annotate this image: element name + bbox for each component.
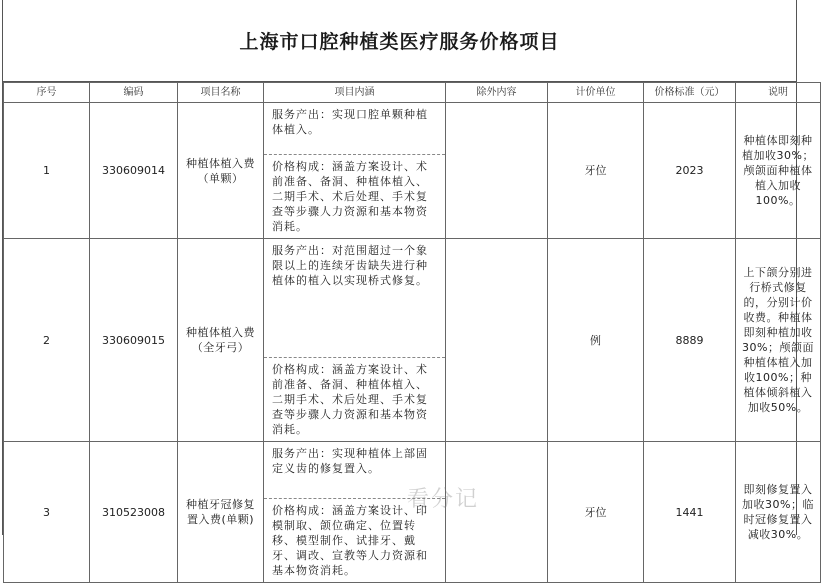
price-table: [3, 82, 821, 583]
document-frame: [2, 0, 814, 577]
row-note-text: 种植体即刻种植加收30%；颅颌面种植体植入加收100%。: [742, 134, 814, 207]
watermark: 看分记: [407, 487, 480, 512]
table-header-row: [4, 83, 821, 103]
header-code: 编码: [90, 83, 178, 103]
row-name-text: 种植体植入费（单颗）: [186, 156, 255, 185]
row-unit: 牙位: [548, 103, 644, 239]
header-name: 项目名称: [178, 83, 264, 103]
header-price: 价格标准（元）: [644, 83, 736, 103]
row-no: 3: [4, 442, 90, 583]
row-name-text: 种植牙冠修复置入费(单颗): [186, 498, 255, 526]
header-unit: 计价单位: [548, 83, 644, 103]
row-no: 1: [4, 103, 90, 239]
content-cost: 价格构成：涵盖方案设计、术前准备、备洞、种植体植入、二期手术、术后处理、手术复查等步骤人力资源和基本物资消耗。: [272, 160, 428, 233]
row-name: [178, 103, 264, 239]
content-cost: 价格构成：涵盖方案设计、术前准备、备洞、种植体植入、二期手术、术后处理、手术复查等步骤人力资源和基本物资消耗。: [272, 363, 428, 436]
row-price: 1441: [644, 442, 736, 583]
row-note: [736, 442, 821, 583]
row-price: 2023: [644, 103, 736, 239]
row-note-text: 上下颌分别进行桥式修复的，分别计价收费。种植体即刻种植加收30%；颅颌面种植体植入加收100%；种植体倾斜植入加收50%。: [742, 266, 814, 414]
row-unit: 牙位: [548, 442, 644, 583]
row-name-text: 种植体植入费（全牙弓）: [186, 326, 255, 354]
row-note: [736, 239, 821, 442]
row-excluded: [446, 442, 548, 583]
row-content: [264, 442, 446, 583]
row-note: [736, 103, 821, 239]
row-code: 310523008: [90, 442, 178, 583]
row-unit: 例: [548, 239, 644, 442]
content-output: 服务产出：实现种植体上部固定义齿的修复置入。: [264, 442, 445, 499]
row-code: 330609014: [90, 103, 178, 239]
table-row: [4, 442, 821, 583]
header-excluded: 除外内容: [446, 83, 548, 103]
content-cost: 价格构成：涵盖方案设计、印模制取、颌位确定、位置转移、模型制作、试排牙、戴牙、调改、宣教等人力资源和基本物资消耗。: [272, 504, 428, 577]
content-output: 服务产出：实现口腔单颗种植体植入。: [264, 103, 445, 155]
header-content: 项目内涵: [264, 83, 446, 103]
row-code: 330609015: [90, 239, 178, 442]
header-no: 序号: [4, 83, 90, 103]
row-content: [264, 103, 446, 239]
header-note: 说明: [736, 83, 821, 103]
content-output: 服务产出：对范围超过一个象限以上的连续牙齿缺失进行种植体的植入以实现桥式修复。: [264, 239, 445, 358]
row-excluded: [446, 239, 548, 442]
row-name: [178, 239, 264, 442]
row-name: [178, 442, 264, 583]
page-title: 上海市口腔种植类医疗服务价格项目: [3, 0, 796, 82]
row-price: 8889: [644, 239, 736, 442]
table-row: [4, 239, 821, 442]
row-no: 2: [4, 239, 90, 442]
row-note-text: 即刻修复置入加收30%；临时冠修复置入减收30%。: [742, 483, 814, 541]
row-excluded: [446, 103, 548, 239]
table-row: [4, 103, 821, 239]
row-content: [264, 239, 446, 442]
